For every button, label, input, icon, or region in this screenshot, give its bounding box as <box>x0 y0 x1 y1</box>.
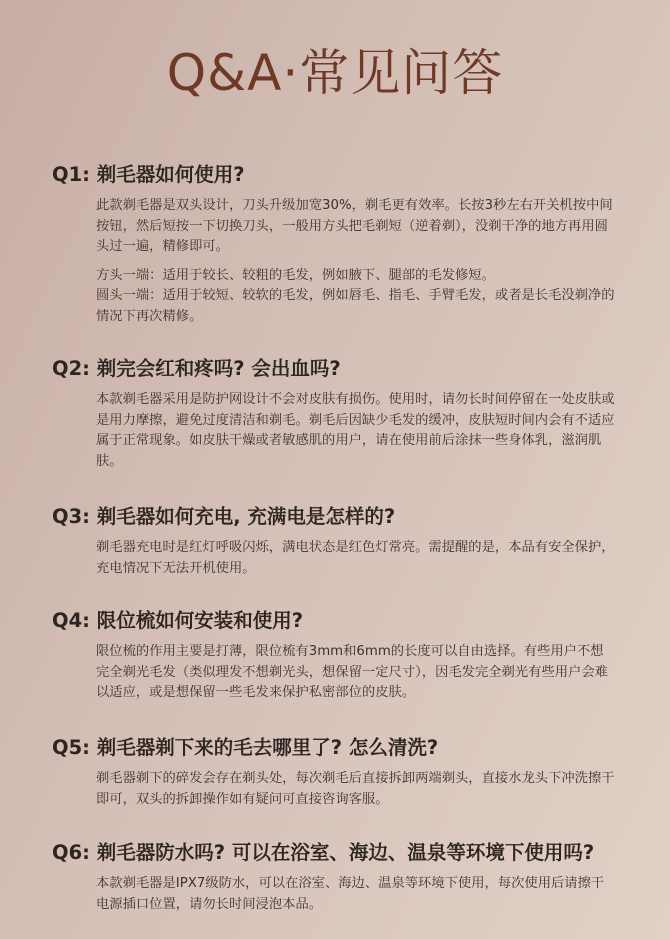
question-6: Q6: 剃毛器防水吗? 可以在浴室、海边、温泉等环境下使用吗? <box>52 841 595 864</box>
answer-4-paragraph-1: 限位梳的作用主要是打薄，限位梳有3mm和6mm的长度可以自由选择。有些用户不想完全剃光毛发（类似理发不想剃光头，想保留一定尺寸），因毛发完全剃光有些用户会难以适应，或是想保留一些毛发来保护私密部位的皮肤。 <box>96 644 608 700</box>
answer-2 <box>96 390 616 472</box>
faq-item-6 <box>52 840 632 915</box>
answer-6 <box>96 874 616 915</box>
faq-item-1 <box>52 162 632 327</box>
answer-1-paragraph-2: 方头一端：适用于较长、较粗的毛发，例如腋下、腿部的毛发修短。 <box>96 267 495 283</box>
answer-3 <box>96 538 616 579</box>
faq-item-5 <box>52 735 632 810</box>
answer-5 <box>96 769 616 810</box>
faq-item-2 <box>52 356 632 472</box>
faq-item-3 <box>52 504 632 579</box>
answer-3-paragraph-1: 剃毛器充电时是红灯呼吸闪烁，满电状态是红色灯常亮。需提醒的是，本品有安全保护，充电情况下无法开机使用。 <box>96 540 615 576</box>
faq-item-4 <box>52 608 632 704</box>
question-1: Q1: 剃毛器如何使用? <box>52 163 245 186</box>
question-4: Q4: 限位梳如何安装和使用? <box>52 609 304 632</box>
answer-1-paragraph-1: 此款剃毛器是双头设计，刀头升级加宽30%，剃毛更有效率。长按3秒左右开关机按中间按钮，然后短按一下切换刀头，一般用方头把毛剃短（逆着剃），没剃干净的地方再用圆头过一遍，精修即可。 <box>96 198 613 254</box>
answer-1-paragraph-3: 圆头一端：适用于较短、较软的毛发，例如唇毛、指毛、手臂毛发，或者是长毛没剃净的情况下再次精修。 <box>96 288 615 324</box>
answer-6-paragraph-1: 本款剃毛器是IPX7级防水，可以在浴室、海边、温泉等环境下使用，每次使用后请擦干电源插口位置，请勿长时间浸泡本品。 <box>96 876 605 912</box>
question-5: Q5: 剃毛器剃下来的毛去哪里了? 怎么清洗? <box>52 736 439 759</box>
page-title: Q&A·常见问答 <box>166 44 504 102</box>
answer-2-paragraph-1: 本款剃毛器采用是防护网设计不会对皮肤有损伤。使用时，请勿长时间停留在一处皮肤或是用力摩擦，避免过度清洁和剃毛。剃毛后因缺少毛发的缓冲，皮肤短时间内会有不适应属于正常现象。如皮肤干燥或者敏感肌的用户，请在使用前后涂抹一些身体乳，滋润肌肤。 <box>96 392 615 469</box>
answer-4 <box>96 642 616 704</box>
answer-5-paragraph-1: 剃毛器剃下的碎发会存在剃头处，每次剃毛后直接拆卸两端剃头，直接水龙头下冲洗擦干即可，双头的拆卸操作如有疑问可直接咨询客服。 <box>96 771 615 807</box>
answer-1 <box>96 196 616 327</box>
question-2: Q2: 剃完会红和疼吗? 会出血吗? <box>52 357 341 380</box>
question-3: Q3: 剃毛器如何充电, 充满电是怎样的? <box>52 505 396 528</box>
